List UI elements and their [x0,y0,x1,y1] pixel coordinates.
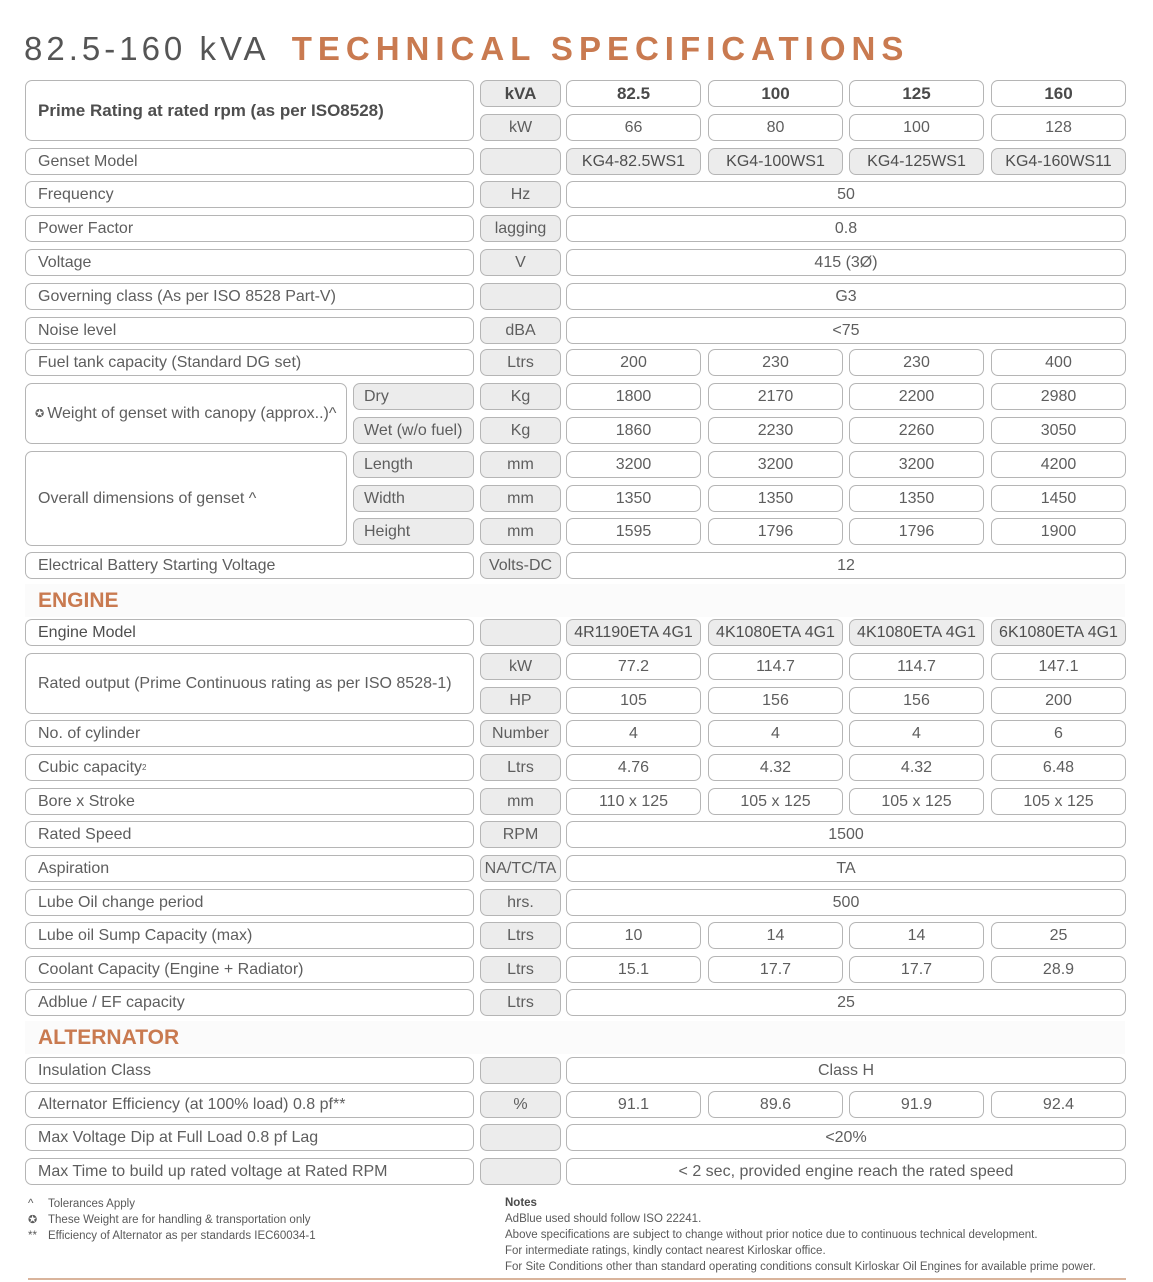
value-cell: 4200 [991,451,1126,478]
value-cell-merged: 0.8 [566,215,1126,242]
value-cell: 1796 [708,518,843,545]
value-cell-merged: < 2 sec, provided engine reach the rated speed [566,1158,1126,1185]
value-cell: 110 x 125 [566,788,701,815]
unit-cell: kVA [480,80,561,107]
notes [505,1195,1096,1275]
value-cell: 2980 [991,383,1126,410]
value-cell: 230 [708,349,843,376]
value-cell: 66 [566,114,701,141]
value-cell-merged: TA [566,855,1126,882]
row-label: Rated output (Prime Continuous rating as per ISO 8528-1) [25,653,474,714]
value-cell: 1900 [991,518,1126,545]
unit-cell: lagging [480,215,561,242]
value-cell: 3200 [708,451,843,478]
value-cell-merged: G3 [566,283,1126,310]
row-label: Coolant Capacity (Engine + Radiator) [25,956,474,983]
gear-star-icon: ✪ [35,408,45,420]
unit-cell: dBA [480,317,561,344]
unit-cell: Ltrs [480,956,561,983]
page-title [24,30,909,68]
note-line: For Site Conditions other than standard operating conditions consult Kirloskar Oil Engines for available prime power. [505,1261,1096,1273]
row-label: Adblue / EF capacity [25,989,474,1016]
row-label: Genset Model [25,148,474,175]
value-cell: KG4-100WS1 [708,148,843,175]
value-cell: 4 [849,720,984,747]
row-label: Lube oil Sump Capacity (max) [25,922,474,949]
value-cell: KG4-82.5WS1 [566,148,701,175]
kva-value: 160 [991,80,1126,107]
value-cell: 2200 [849,383,984,410]
footnote-symbol: ** [28,1230,37,1242]
value-cell: 92.4 [991,1091,1126,1118]
value-cell: 100 [849,114,984,141]
value-cell: 3200 [566,451,701,478]
row-label-dimensions: Overall dimensions of genset ^ [25,451,347,546]
weight-label-text: Weight of genset with canopy (approx..)^ [47,404,337,422]
value-cell: 1595 [566,518,701,545]
section-heading-alternator: ALTERNATOR [25,1021,1125,1054]
value-cell: 200 [566,349,701,376]
footnote [28,1196,316,1212]
row-label: Power Factor [25,215,474,242]
value-cell: 3050 [991,417,1126,444]
value-cell-merged: 25 [566,989,1126,1016]
unit-cell: NA/TC/TA [480,855,561,882]
row-label: Max Voltage Dip at Full Load 0.8 pf Lag [25,1124,474,1151]
unit-cell [480,148,561,175]
sub-label: Wet (w/o fuel) [353,417,474,444]
value-cell: 4K1080ETA 4G1 [708,619,843,646]
sub-label: Length [353,451,474,478]
unit-cell [480,619,561,646]
unit-cell [480,1158,561,1185]
value-cell: 4.76 [566,754,701,781]
note-line: For intermediate ratings, kindly contact nearest Kirloskar office. [505,1245,826,1257]
title-range: 82.5-160 kVA [24,30,270,67]
value-cell: 17.7 [708,956,843,983]
unit-cell [480,1124,561,1151]
value-cell: 200 [991,687,1126,714]
unit-cell: mm [480,451,561,478]
value-cell: 6.48 [991,754,1126,781]
value-cell: 1350 [849,485,984,512]
value-cell: 1450 [991,485,1126,512]
value-cell: 2230 [708,417,843,444]
value-cell: 4R1190ETA 4G1 [566,619,701,646]
value-cell: 4.32 [708,754,843,781]
row-label: Lube Oil change period [25,889,474,916]
row-label: Engine Model [25,619,474,646]
row-label: Fuel tank capacity (Standard DG set) [25,349,474,376]
value-cell: 14 [708,922,843,949]
value-cell: 105 x 125 [849,788,984,815]
value-cell: 77.2 [566,653,701,680]
unit-cell: mm [480,485,561,512]
row-label: Alternator Efficiency (at 100% load) 0.8 pf** [25,1091,474,1118]
kva-value: 100 [708,80,843,107]
unit-cell: Hz [480,181,561,208]
unit-cell: kW [480,653,561,680]
unit-cell: Ltrs [480,754,561,781]
section-heading-engine: ENGINE [25,584,1125,617]
value-cell: 4.32 [849,754,984,781]
value-cell: 80 [708,114,843,141]
value-cell: 105 x 125 [708,788,843,815]
value-cell: 1350 [566,485,701,512]
unit-cell: mm [480,518,561,545]
unit-cell: Volts-DC [480,552,561,579]
unit-cell: RPM [480,821,561,848]
row-label: Bore x Stroke [25,788,474,815]
unit-cell: HP [480,687,561,714]
value-cell-merged: 415 (3Ø) [566,249,1126,276]
unit-cell: mm [480,788,561,815]
row-label: Electrical Battery Starting Voltage [25,552,474,579]
row-label: Governing class (As per ISO 8528 Part-V) [25,283,474,310]
value-cell: 15.1 [566,956,701,983]
row-label: Max Time to build up rated voltage at Rated RPM [25,1158,474,1185]
value-cell: 156 [708,687,843,714]
unit-cell [480,283,561,310]
unit-cell: V [480,249,561,276]
value-cell: 17.7 [849,956,984,983]
value-cell: 1350 [708,485,843,512]
title-heading: TECHNICAL SPECIFICATIONS [291,30,910,67]
kva-value: 125 [849,80,984,107]
sub-label: Dry [353,383,474,410]
value-cell: 2170 [708,383,843,410]
footnotes [28,1196,316,1244]
unit-cell: kW [480,114,561,141]
value-cell: 105 x 125 [991,788,1126,815]
value-cell: KG4-125WS1 [849,148,984,175]
value-cell-merged: <20% [566,1124,1126,1151]
unit-cell: Ltrs [480,349,561,376]
value-cell: 10 [566,922,701,949]
footnote-symbol: ^ [28,1198,34,1210]
kva-value: 82.5 [566,80,701,107]
value-cell: 14 [849,922,984,949]
value-cell: 147.1 [991,653,1126,680]
value-cell: 114.7 [849,653,984,680]
value-cell: 400 [991,349,1126,376]
footnote-text: Efficiency of Alternator as per standards IEC60034-1 [48,1230,316,1242]
value-cell: 114.7 [708,653,843,680]
row-label-weight [25,383,347,444]
row-label: Rated Speed [25,821,474,848]
row-label: Prime Rating at rated rpm (as per ISO8528) [25,80,474,141]
footnote [28,1212,316,1228]
row-label: Aspiration [25,855,474,882]
value-cell: 3200 [849,451,984,478]
row-label: Frequency [25,181,474,208]
value-cell: 28.9 [991,956,1126,983]
value-cell: 1860 [566,417,701,444]
row-label: Voltage [25,249,474,276]
unit-cell: Ltrs [480,922,561,949]
value-cell-merged: 500 [566,889,1126,916]
value-cell: 6 [991,720,1126,747]
sub-label: Height [353,518,474,545]
row-label-text: Cubic capacity [38,758,143,776]
bottom-divider [28,1278,1126,1280]
row-label: No. of cylinder [25,720,474,747]
unit-cell: Kg [480,383,561,410]
unit-cell: hrs. [480,889,561,916]
unit-cell: Ltrs [480,989,561,1016]
value-cell: 91.1 [566,1091,701,1118]
value-cell: 6K1080ETA 4G1 [991,619,1126,646]
footnote-text: These Weight are for handling & transportation only [48,1214,311,1226]
value-cell: KG4-160WS11 [991,148,1126,175]
unit-cell: Number [480,720,561,747]
notes-heading: Notes [505,1197,537,1209]
value-cell: 4 [708,720,843,747]
gear-star-icon: ✪ [28,1214,38,1226]
sub-label: Width [353,485,474,512]
value-cell: 128 [991,114,1126,141]
footnote [28,1228,316,1244]
value-cell: 2260 [849,417,984,444]
note-line: AdBlue used should follow ISO 22241. [505,1213,702,1225]
value-cell-merged: 1500 [566,821,1126,848]
row-label [25,754,474,781]
value-cell-merged: Class H [566,1057,1126,1084]
value-cell: 4K1080ETA 4G1 [849,619,984,646]
row-label: Noise level [25,317,474,344]
value-cell: 105 [566,687,701,714]
value-cell: 1796 [849,518,984,545]
value-cell-merged: 50 [566,181,1126,208]
value-cell: 25 [991,922,1126,949]
unit-cell: % [480,1091,561,1118]
note-line: Above specifications are subject to change without prior notice due to continuous technical development. [505,1229,1038,1241]
value-cell: 4 [566,720,701,747]
unit-cell [480,1057,561,1084]
value-cell: 91.9 [849,1091,984,1118]
value-cell: 1800 [566,383,701,410]
value-cell-merged: 12 [566,552,1126,579]
superscript: 2 [142,763,147,772]
footnote-text: Tolerances Apply [48,1198,135,1210]
value-cell: 156 [849,687,984,714]
row-label: Insulation Class [25,1057,474,1084]
value-cell: 89.6 [708,1091,843,1118]
value-cell-merged: <75 [566,317,1126,344]
unit-cell: Kg [480,417,561,444]
value-cell: 230 [849,349,984,376]
